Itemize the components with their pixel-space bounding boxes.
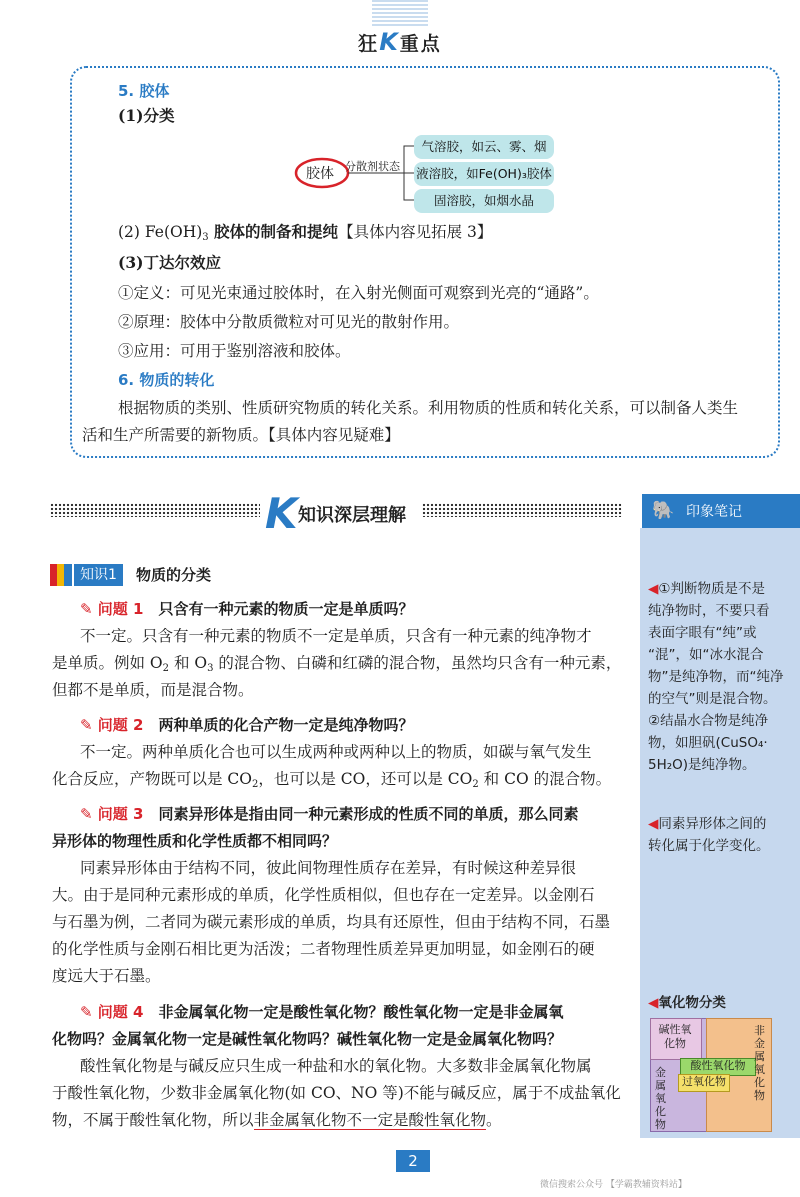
section-banner — [50, 489, 625, 538]
note-1: ◀①判断物质是不是 纯净物时，不要只看 表面字眼有“纯”或 “混”，如“冰水混合 物”是纯净物，而“纯净 的空气”则是混合物。 ②结晶水合物是纯净 物，如胆矾(CuSO₄· 5H₂O)是纯净物。 — [648, 581, 784, 773]
q2-answer-line-1: 不一定。两种单质化合也可以生成两种或两种以上的物质，如碳与氧气发生 — [80, 743, 592, 761]
section-title: 知识深层理解 — [298, 505, 406, 526]
solid-sol-item: 固溶胶，如烟水晶 — [414, 189, 554, 213]
section-k-logo: K — [265, 489, 298, 538]
header-decoration — [372, 0, 428, 26]
liquid-sol-item: 液溶胶，如Fe(OH)₃胶体 — [414, 162, 554, 186]
question-4-cont: 化物吗？金属氧化物一定是碱性氧化物吗？碱性氧化物一定是金属氧化物吗？ — [52, 1030, 563, 1048]
preparation-subheading: (2) $Fe(OH)_3$ 胶体的制备和提纯【具体内容见拓展 3】 — [118, 222, 493, 243]
tyndall-principle: ②原理：胶体中分散质微粒对可见光的散射作用。 — [118, 313, 460, 331]
aerosol-item: 气溶胶，如云、雾、烟 — [414, 135, 554, 159]
q3-answer-line-1: 同素异形体由于结构不同，彼此间物理性质存在差异，有时候这种差异很 — [80, 859, 577, 877]
elephant-icon: 🐘 — [652, 500, 675, 521]
question-3: ✎ 问题 3 同素异形体是指由同一种元素形成的性质不同的单质，那么同素 — [80, 805, 579, 823]
q3-answer-line-2: 大。由于是同种元素形成的单质，化学性质相似，但也存在一定差异。以金刚石 — [52, 886, 595, 904]
knowledge-book-icon — [50, 564, 72, 586]
peroxide-label: 过氧化物 — [682, 1075, 726, 1088]
tyndall-definition: ①定义：可见光束通过胶体时，在入射光侧面可观察到光亮的“通路”。 — [118, 284, 599, 302]
transformation-line-2: 活和生产所需要的新物质。【具体内容见疑难】 — [82, 426, 400, 444]
knowledge-tag: 知识1 — [74, 564, 123, 586]
tyndall-application: ③应用：可用于鉴别溶液和胶体。 — [118, 342, 351, 360]
oxide-classification-title: ◀氧化物分类 — [648, 995, 726, 1011]
q3-answer-line-3: 与石墨为例，二者同为碳元素形成的单质，均具有还原性，但由于结构不同，石墨 — [52, 913, 611, 931]
transformation-line-1: 根据物质的类别、性质研究物质的转化关系。利用物质的性质和转化关系，可以制备人类生 — [118, 399, 739, 417]
q1-answer-line-2: 是单质。例如 $O_2$ 和 $O_3$ 的混合物、白磷和红磷的混合物，虽然均只含有一种元素， — [52, 654, 622, 674]
colloid-heading: 5. 胶体 — [118, 82, 170, 100]
page-number: 2 — [396, 1150, 430, 1172]
knowledge-title: 物质的分类 — [136, 566, 212, 584]
q4-answer-line-3: 物，不属于酸性氧化物，所以非金属氧化物不一定是酸性氧化物。 — [52, 1111, 502, 1129]
nonmetal-oxide-label: 非金属氧化物 — [754, 1024, 765, 1102]
oxide-classification-diagram — [650, 1018, 772, 1132]
q1-answer-line-1: 不一定。只含有一种元素的物质不一定是单质，只含有一种元素的纯净物才 — [80, 627, 592, 645]
q3-answer-line-5: 度远大于石墨。 — [52, 967, 161, 985]
notes-header — [642, 494, 800, 528]
metal-oxide-label: 金属氧化物 — [655, 1066, 666, 1131]
question-1: ✎ 问题 1 只含有一种元素的物质一定是单质吗？ — [80, 600, 414, 618]
acidic-oxide-label: 酸性氧化物 — [690, 1059, 746, 1072]
transformation-heading: 6. 物质的转化 — [118, 371, 215, 389]
footer-note: 微信搜索公众号 【学霸教辅资料站】 — [540, 1180, 687, 1190]
tyndall-subheading: (3)丁达尔效应 — [118, 253, 221, 272]
q3-answer-line-4: 的化学性质与金刚石相比更为活泼；二者物理性质差异更加明显，如金刚石的硬 — [52, 940, 595, 958]
note-2: ◀同素异形体之间的 转化属于化学变化。 — [648, 816, 770, 854]
basic-oxide-label: 碱性氧化物 — [658, 1023, 692, 1050]
q4-answer-line-2: 于酸性氧化物，少数非金属氧化物(如 CO、NO 等)不能与碱反应，属于不成盐氧化 — [52, 1084, 621, 1102]
dispersant-state-label: 分散剂状态 — [345, 160, 400, 173]
q2-answer-line-2: 化合反应，产物既可以是 $CO_2$，也可以是 CO，还可以是 $CO_2$ 和 CO 的混合物。 — [52, 770, 612, 790]
q4-answer-line-1: 酸性氧化物是与碱反应只生成一种盐和水的氧化物。大多数非金属氧化物属 — [80, 1057, 592, 1075]
notes-title: 印象笔记 — [686, 504, 742, 520]
question-3-cont: 异形体的物理性质和化学性质都不相同吗？ — [52, 832, 338, 850]
classification-subheading: (1)分类 — [118, 106, 175, 125]
question-2: ✎ 问题 2 两种单质的化合产物一定是纯净物吗？ — [80, 716, 414, 734]
triangle-marker-icon: ◀ — [648, 581, 659, 597]
triangle-marker-icon: ◀ — [648, 816, 659, 832]
page-header-title: 狂K重点 — [358, 28, 442, 56]
colloid-center-label: 胶体 — [306, 166, 334, 182]
q1-answer-line-3: 但都不是单质，而是混合物。 — [52, 681, 254, 699]
question-4: ✎ 问题 4 非金属氧化物一定是酸性氧化物？酸性氧化物一定是非金属氧 — [80, 1003, 564, 1021]
